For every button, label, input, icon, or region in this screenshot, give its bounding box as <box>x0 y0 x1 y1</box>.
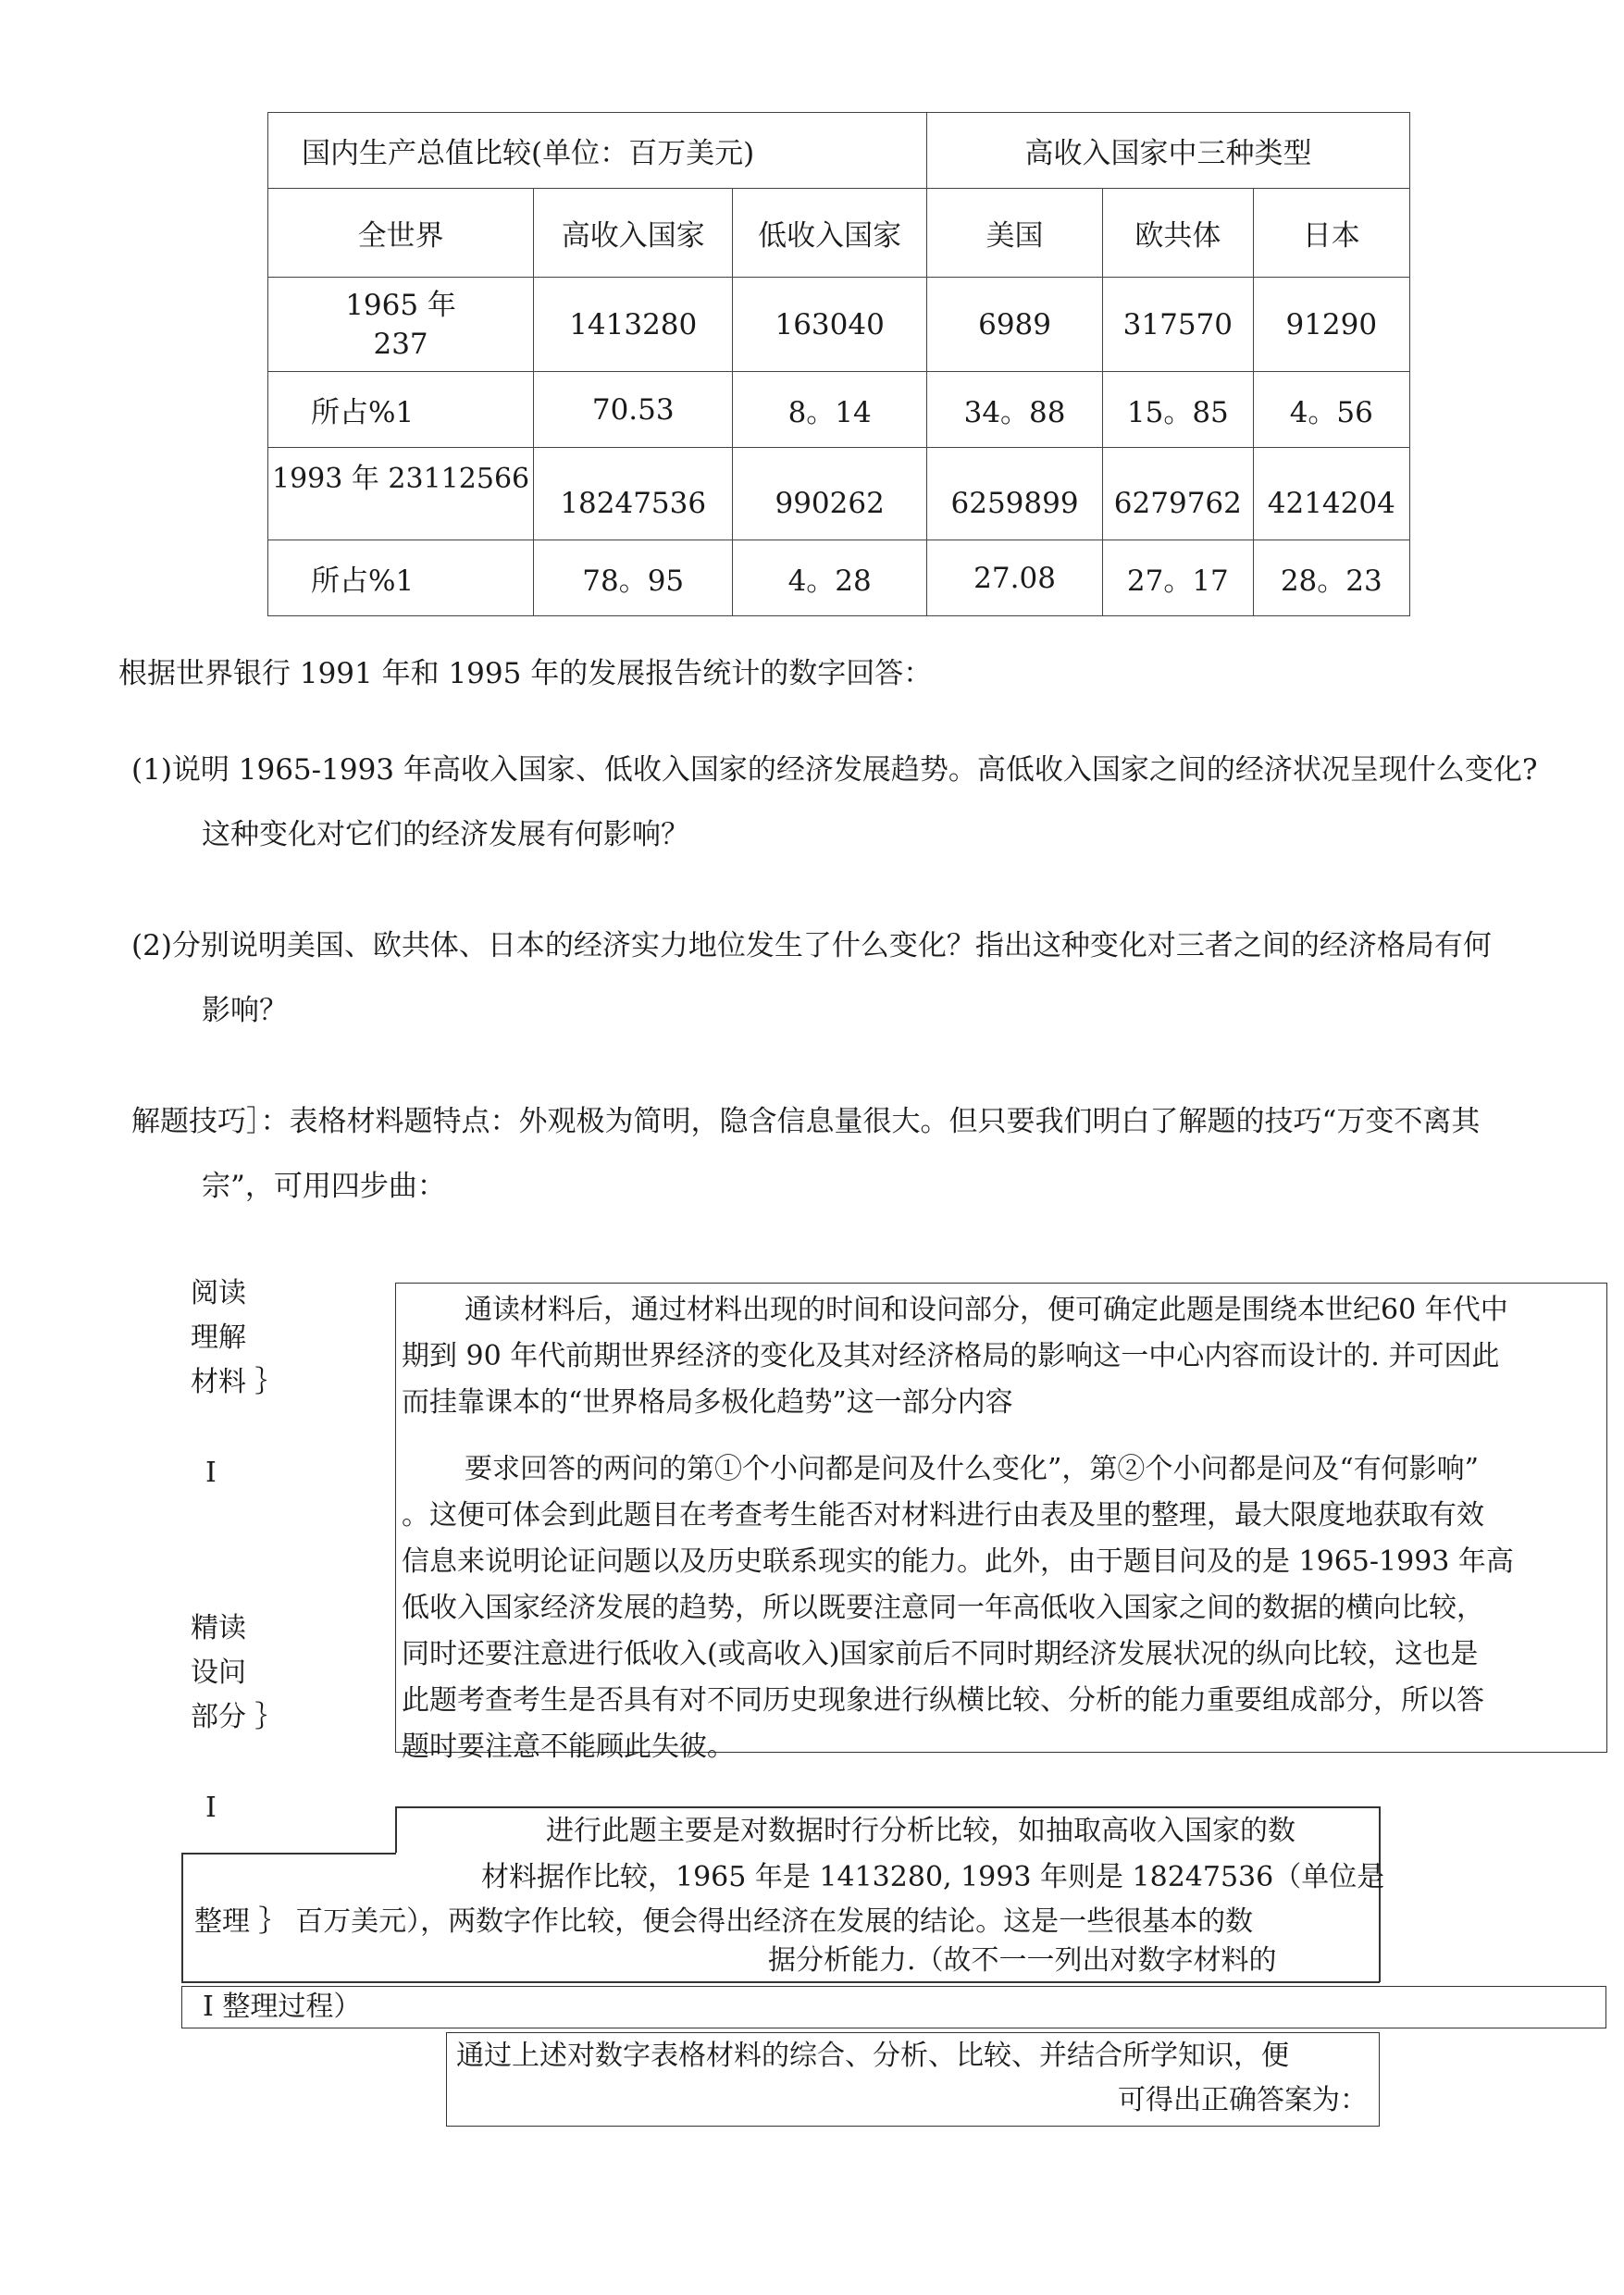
column-header: 高收入国家 <box>534 189 733 278</box>
table-cell: 317570 <box>1103 278 1254 372</box>
table-cell: 27.08 <box>927 540 1103 616</box>
question-2-line: 影响？ <box>202 994 288 1027</box>
row-label: 1993 年 23112566 <box>268 448 534 540</box>
table-cell: 990262 <box>733 448 927 540</box>
box-line: 而挂靠课本的“世界格局多极化趋势”这一部分内容 <box>402 1386 1013 1419</box>
step-label-line: 材料 ｝ <box>191 1366 283 1398</box>
organize-line: 材料据作比较，1965 年是 1413280, 1993 年则是 18247536（单位是 <box>481 1861 1385 1893</box>
step-label-line: 精读 <box>191 1612 246 1644</box>
table-cell: 28。23 <box>1253 540 1409 616</box>
column-header: 美国 <box>927 189 1103 278</box>
table-row <box>268 278 1410 372</box>
process-box <box>181 1986 1606 2028</box>
table-cell: 18247536 <box>534 448 733 540</box>
frame-line <box>181 1853 396 1855</box>
box-line: 。这便可体会到此题目在考查考生能否对材料进行由表及里的整理，最大限度地获取有效 <box>402 1499 1484 1532</box>
conclusion-line: 通过上述对数字表格材料的综合、分析、比较、并结合所学知识，便 <box>456 2040 1289 2072</box>
box-line: 信息来说明论证问题以及历史联系现实的能力。此外，由于题目问及的是 1965-1993 年高 <box>402 1545 1514 1578</box>
box-line: 通读材料后，通过材料出现的时间和设问部分，便可确定此题是围绕本世纪60 年代中 <box>465 1294 1508 1326</box>
column-header: 日本 <box>1253 189 1409 278</box>
gdp-comparison-table <box>267 112 1410 616</box>
box-line: 题时要注意不能顾此失彼。 <box>402 1731 735 1763</box>
analysis-box <box>395 1283 1607 1763</box>
table-cell: 6279762 <box>1103 448 1254 540</box>
solving-tip-line: 宗”，可用四步曲： <box>202 1170 446 1203</box>
column-header: 低收入国家 <box>733 189 927 278</box>
row-label: 所占%1 <box>268 372 534 448</box>
table-row <box>268 448 1410 540</box>
table-row <box>268 372 1410 448</box>
table-cell: 34。88 <box>927 372 1103 448</box>
row-label-line: 237 <box>373 327 428 361</box>
step-label-line: 理解 <box>191 1321 246 1354</box>
table-cell: 6989 <box>927 278 1103 372</box>
step-read-material <box>191 1272 283 1405</box>
column-header: 全世界 <box>268 189 534 278</box>
table-cell: 4。28 <box>733 540 927 616</box>
table-cell: 91290 <box>1253 278 1409 372</box>
table-cell: 27。17 <box>1103 540 1254 616</box>
box-line: 低收入国家经济发展的趋势，所以既要注意同一年高低收入国家之间的数据的横向比较， <box>402 1592 1484 1624</box>
table-cell: 4。56 <box>1253 372 1409 448</box>
conclusion-box <box>446 2032 1380 2127</box>
intro-text: 根据世界银行 1991 年和 1995 年的发展报告统计的数字回答： <box>118 657 933 690</box>
organize-line: 进行此题主要是对数据时行分析比较，如抽取高收入国家的数 <box>546 1815 1295 1847</box>
question-1-line: (1)说明 1965-1993 年高收入国家、低收入国家的经济发展趋势。高低收入国家之间的经济状况呈现什么变化? <box>131 753 1538 787</box>
row-label-line: 1965 年 <box>345 288 456 322</box>
row-label: 所占%1 <box>268 540 534 616</box>
table-cell: 4214204 <box>1253 448 1409 540</box>
box-line: 同时还要注意进行低收入(或高收入)国家前后不同时期经济发展状况的纵向比较，这也是 <box>402 1638 1479 1670</box>
table-row <box>268 540 1410 616</box>
solving-tip <box>131 1098 1480 1210</box>
question-1 <box>131 746 1538 859</box>
step-label-line: 设问 <box>191 1656 246 1689</box>
row-label <box>268 278 534 372</box>
step-label-line: 阅读 <box>191 1277 246 1309</box>
table-cell: 70.53 <box>534 372 733 448</box>
table-cell: 1413280 <box>534 278 733 372</box>
step-label-line: 部分 ｝ <box>191 1701 283 1733</box>
organize-line: 据分析能力.（故不一一列出对数字材料的 <box>768 1944 1277 1977</box>
box-paragraph-2 <box>402 1446 1601 1770</box>
table-cell: 78。95 <box>534 540 733 616</box>
frame-line <box>181 1853 183 1982</box>
conclusion-line: 可得出正确答案为： <box>1118 2084 1368 2116</box>
step-mark: I <box>205 1457 217 1489</box>
column-header: 欧共体 <box>1103 189 1254 278</box>
frame-line <box>395 1806 397 1853</box>
table-header-gdp: 国内生产总值比较(单位：百万美元) <box>268 113 927 189</box>
box-paragraph-1 <box>402 1287 1601 1426</box>
box-line: 期到 90 年代前期世界经济的变化及其对经济格局的影响这一中心内容而设计的. 并可因此 <box>402 1340 1500 1372</box>
step-mark: I <box>205 1792 217 1824</box>
table-cell: 8。14 <box>733 372 927 448</box>
process-text: I 整理过程） <box>203 1991 362 2023</box>
table-cell: 163040 <box>733 278 927 372</box>
step-read-questions <box>191 1606 283 1740</box>
table-cell: 15。85 <box>1103 372 1254 448</box>
solving-tip-line: 解题技巧］：表格材料题特点：外观极为简明，隐含信息量很大。但只要我们明白了解题的技巧“万变不离其 <box>131 1105 1481 1138</box>
box-line: 此题考查考生是否具有对不同历史现象进行纵横比较、分析的能力重要组成部分，所以答 <box>402 1684 1484 1717</box>
table-header-high-income-types: 高收入国家中三种类型 <box>927 113 1410 189</box>
question-2-line: (2)分别说明美国、欧共体、日本的经济实力地位发生了什么变化？指出这种变化对三者之间的经济格局有何 <box>131 929 1492 962</box>
organize-line: 整理 ｝ 百万美元），两数字作比较，便会得出经济在发展的结论。这是一些很基本的数 <box>194 1905 1254 1938</box>
question-2 <box>131 922 1492 1035</box>
box-line: 要求回答的两问的第①个小问都是问及什么变化”，第②个小问都是问及“有何影响” <box>465 1453 1480 1485</box>
question-1-line: 这种变化对它们的经济发展有何影响？ <box>202 818 689 851</box>
table-cell: 6259899 <box>927 448 1103 540</box>
